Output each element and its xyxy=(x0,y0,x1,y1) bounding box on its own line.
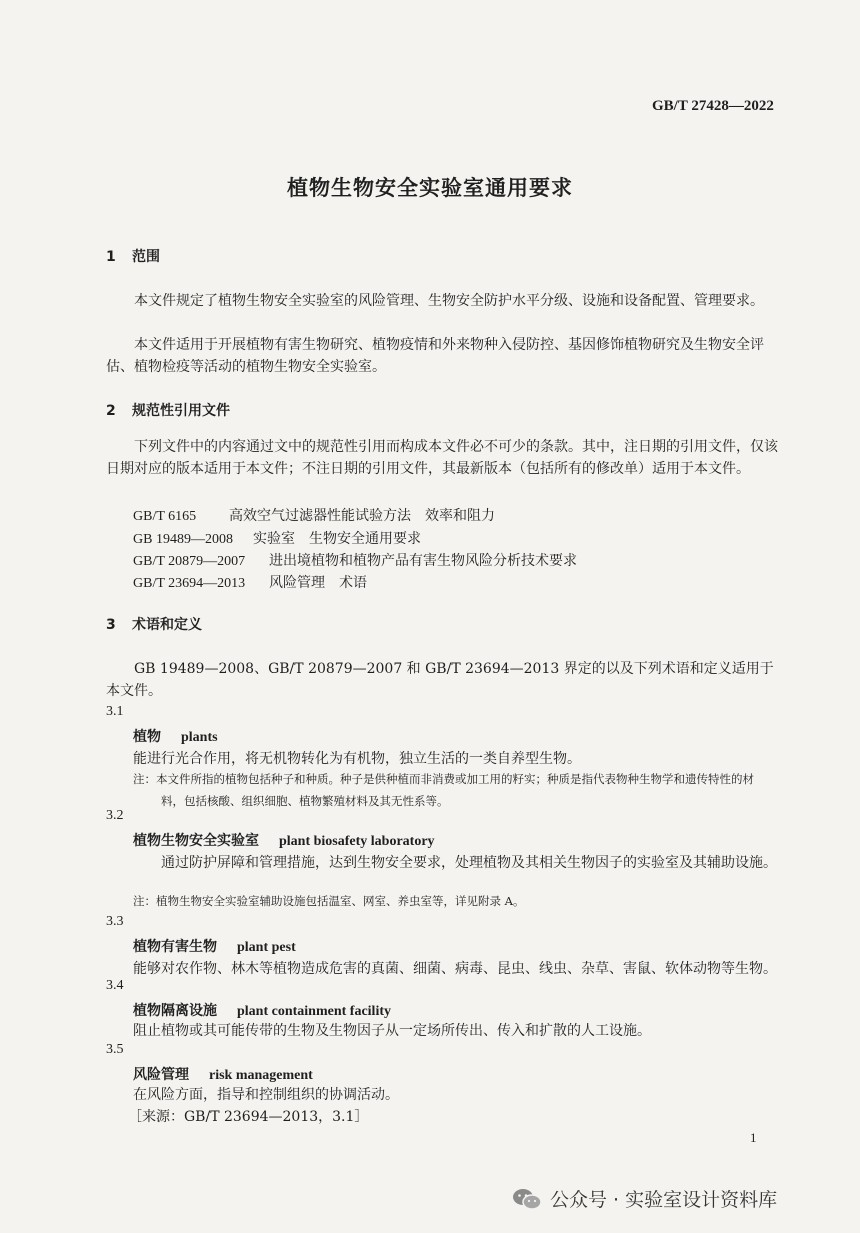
reference-item: GB/T 23694—2013 风险管理 术语 xyxy=(133,575,367,591)
section-heading-terms: 3 术语和定义 xyxy=(106,617,202,633)
term-number: 3.4 xyxy=(106,978,124,993)
standard-number: GB/T 27428—2022 xyxy=(652,98,774,114)
page-number: 1 xyxy=(750,1130,757,1145)
term-note: 注：植物生物安全实验室辅助设施包括温室、网室、养虫室等，详见附录 A。 xyxy=(133,894,525,908)
term-source: ［来源：GB/T 23694—2013，3.1］ xyxy=(128,1109,369,1125)
document-title: 植物生物安全实验室通用要求 xyxy=(287,176,573,200)
term-name: 植物隔离设施 plant containment facility xyxy=(133,1003,391,1019)
term-number: 3.5 xyxy=(106,1042,124,1057)
watermark xyxy=(512,1185,777,1212)
term-number: 3.1 xyxy=(106,704,124,719)
term-name: 风险管理 risk management xyxy=(133,1067,313,1083)
term-note: 注：本文件所指的植物包括种子和种质。种子是供种植而非消费或加工用的籽实；种质是指代表物种生物学和遗传特性的材料，包括核酸、组织细胞、植物繁殖材料及其无性系等。 xyxy=(133,772,754,808)
term-definition: 通过防护屏障和管理措施，达到生物安全要求，处理植物及其相关生物因子的实验室及其辅助设施。 xyxy=(161,855,777,871)
terms-intro: GB 19489—2008、GB/T 20879—2007 和 GB/T 23694—2013 界定的以及下列术语和定义适用于本文件。 xyxy=(106,661,774,699)
section-heading-scope: 1 范围 xyxy=(106,249,160,265)
reference-item: GB/T 6165 高效空气过滤器性能试验方法 效率和阻力 xyxy=(133,508,495,524)
section-heading-normative: 2 规范性引用文件 xyxy=(106,403,230,419)
term-number: 3.2 xyxy=(106,808,124,823)
scope-paragraph-1: 本文件规定了植物生物安全实验室的风险管理、生物安全防护水平分级、设施和设备配置、管理要求。 xyxy=(134,293,764,309)
term-definition: 能进行光合作用，将无机物转化为有机物，独立生活的一类自养型生物。 xyxy=(133,751,581,767)
term-name: 植物有害生物 plant pest xyxy=(133,939,296,955)
reference-item: GB/T 20879—2007 进出境植物和植物产品有害生物风险分析技术要求 xyxy=(133,553,577,569)
reference-item: GB 19489—2008 实验室 生物安全通用要求 xyxy=(133,531,421,547)
normative-intro: 下列文件中的内容通过文中的规范性引用而构成本文件必不可少的条款。其中，注日期的引用文件，仅该日期对应的版本适用于本文件；不注日期的引用文件，其最新版本（包括所有的修改单）适用于本文件。 xyxy=(106,439,778,477)
term-name: 植物 plants xyxy=(133,729,218,745)
wechat-icon xyxy=(512,1188,542,1210)
term-definition: 能够对农作物、林木等植物造成危害的真菌、细菌、病毒、昆虫、线虫、杂草、害鼠、软体动物等生物。 xyxy=(133,961,777,977)
term-number: 3.3 xyxy=(106,914,124,929)
scope-paragraph-2: 本文件适用于开展植物有害生物研究、植物疫情和外来物种入侵防控、基因修饰植物研究及生物安全评估、植物检疫等活动的植物生物安全实验室。 xyxy=(106,337,764,375)
watermark-text: 公众号 · 实验室设计资料库 xyxy=(550,1189,778,1211)
term-definition: 在风险方面，指导和控制组织的协调活动。 xyxy=(133,1087,399,1103)
term-name: 植物生物安全实验室 plant biosafety laboratory xyxy=(133,833,435,849)
term-definition: 阻止植物或其可能传带的生物及生物因子从一定场所传出、传入和扩散的人工设施。 xyxy=(133,1023,651,1039)
